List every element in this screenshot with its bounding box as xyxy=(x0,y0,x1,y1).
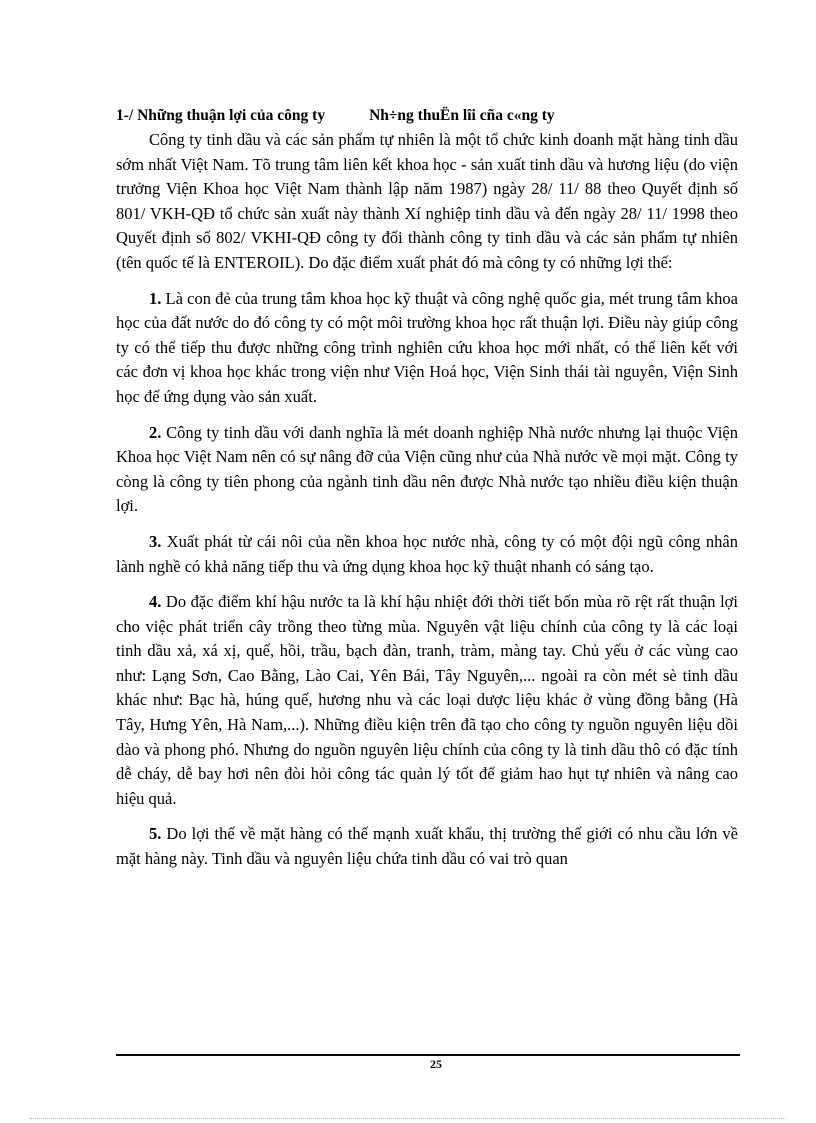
item-text: Do lợi thế về mặt hàng có thế mạnh xuất khẩu, thị trường thế giới có nhu cầu lớn về mặt hàng này. Tinh dầu và nguyên liệu chứa tinh dầu có vai trò quan xyxy=(116,824,738,869)
list-item-5 xyxy=(116,822,738,871)
item-number: 1. xyxy=(149,288,162,308)
list-item-1 xyxy=(116,287,738,410)
section-heading-garbled-duplicate: Nh÷ng thuËn lîi cña c«ng ty xyxy=(369,107,555,124)
item-number: 4. xyxy=(149,592,162,612)
list-item-3 xyxy=(116,530,738,579)
item-number: 2. xyxy=(149,422,162,442)
page-edge-dotted-line xyxy=(30,1118,786,1119)
item-text: Công ty tinh dầu với danh nghĩa là mét doanh nghiệp Nhà nước nhưng lại thuộc Viện Khoa học Việt Nam nên có sự nâng đỡ của Viện cũng như của Nhà nước về mọi mặt. Công ty còng là công ty tiên phong của ngành tinh dầu nên được Nhà nước tạo nhiều điều kiện thuận lợi. xyxy=(116,422,738,516)
section-heading xyxy=(116,104,738,128)
item-number: 3. xyxy=(149,531,162,551)
page-number: 25 xyxy=(430,1057,442,1071)
item-text: Xuất phát từ cái nôi của nền khoa học nước nhà, công ty có một đội ngũ công nhân lành nghề có khả năng tiếp thu và ứng dụng khoa học kỹ thuật nhanh có sáng tạo. xyxy=(116,531,738,576)
item-number: 5. xyxy=(149,824,162,844)
list-item-4 xyxy=(116,590,738,811)
item-text: Là con đẻ của trung tâm khoa học kỹ thuật và công nghệ quốc gia, mét trung tâm khoa học của đất nước do đó công ty có một môi trường khoa học rất thuận lợi. Điều này giúp công ty có thể tiếp thu được những công trình nghiên cứu khoa học mới nhất, có thể liên kết với các đơn vị khoa học khác trong viện như Viện Hoá học, Viện Sinh thái tài nguyên, Viện Sinh học để ứng dụng vào sản xuất. xyxy=(116,288,738,406)
page-content xyxy=(116,104,738,872)
section-heading-title: 1-/ Những thuận lợi của công ty xyxy=(116,107,326,124)
item-text: Do đặc điểm khí hậu nước ta là khí hậu nhiệt đới thời tiết bốn mùa rõ rệt rất thuận lợi cho việc phát triển cây trồng theo từng mùa. Nguyên vật liệu chính của công ty là các loại tinh dầu xả, xá xị, quế, hồi, trầu, bạch đàn, tranh, tràm, màng tay. Chủ yếu ở các vùng cao như: Lạng Sơn, Cao Bằng, Lào Cai, Yên Bái, Tây Nguyên,... ngoài ra còn mét sè tinh dầu khác như: Bạc hà, húng quế, hương nhu và các loại dược liệu khác ở vùng đồng bằng (Hà Tây, Hưng Yên, Hà Nam,...). Những điều kiện trên đã tạo cho công ty nguồn nguyên liệu dồi dào và phong phó. Nhưng do nguồn nguyên liệu chính của công ty là tinh dầu thô có đặc tính dễ cháy, dễ bay hơi nên đòi hỏi công tác quản lý tốt để giảm hao hụt tự nhiên và nâng cao hiệu quả. xyxy=(116,592,738,808)
list-item-2 xyxy=(116,421,738,519)
intro-paragraph: Công ty tinh dầu và các sản phẩm tự nhiên là một tổ chức kinh doanh mặt hàng tinh dầu sớm nhất Việt Nam. Tõ trung tâm liên kết khoa học - sản xuất tinh dầu và hương liệu (do viện trưởng Viện Khoa học Việt Nam thành lập năm 1987) ngày 28/ 11/ 88 theo Quyết định số 801/ VKH-QĐ tổ chức sản xuất này thành Xí nghiệp tinh dầu và đến ngày 28/ 11/ 1998 theo Quyết định số 802/ VKHI-QĐ công ty đổi thành công ty tinh dầu và các sản phẩm tự nhiên (tên quốc tế là ENTEROIL). Do đặc điểm xuất phát đó mà công ty có những lợi thế: xyxy=(116,130,738,272)
